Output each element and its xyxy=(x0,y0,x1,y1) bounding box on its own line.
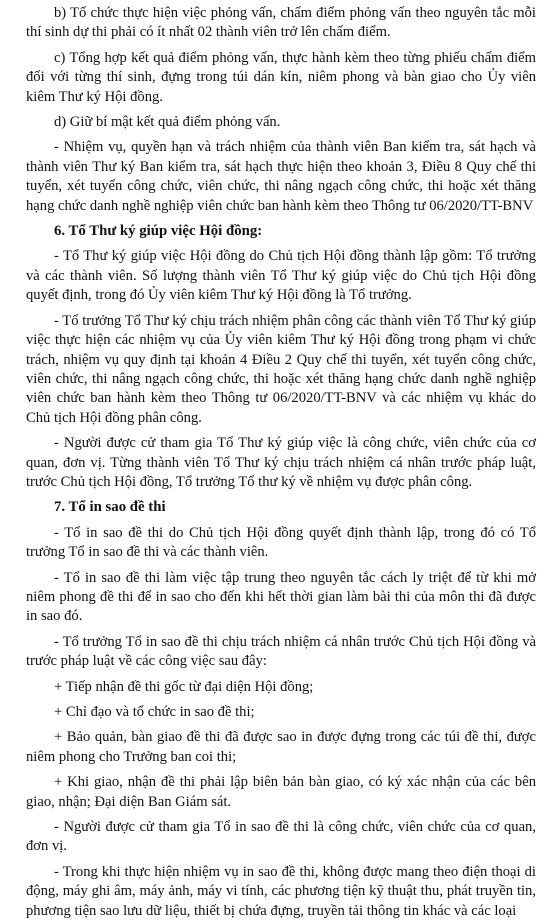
section-7-list-item: + Chỉ đạo và tổ chức in sao đề thi; xyxy=(54,704,255,720)
section-7-paragraph: - Tổ in sao đề thi làm việc tập trung theo nguyên tắc cách ly triệt để từ khi mở niêm phong đề thi để in sao cho đến khi hết thời gian làm bài thi của môn thi đã được in sao đó. xyxy=(26,569,536,625)
paragraph-d: d) Giữ bí mật kết quả điểm phỏng vấn. xyxy=(54,114,281,131)
paragraph-c: c) Tổng hợp kết quả điểm phỏng vấn, thực hành kèm theo từng phiếu chấm điểm đối với từng thí sinh, đựng trong túi dán kín, niêm phong và bàn giao cho Ủy viên kiêm Thư ký Hội đồng. xyxy=(26,49,536,105)
paragraph-b: b) Tổ chức thực hiện việc phỏng vấn, chấm điểm phỏng vấn theo nguyên tắc mỗi thí sinh dự thi phải có ít nhất 02 thành viên trở lên chấm điểm. xyxy=(26,5,536,41)
section-7-list-item: + Khi giao, nhận đề thi phải lập biên bản bàn giao, có ký xác nhận của các bên giao, nhận; Đại diện Ban Giám sát. xyxy=(26,774,536,810)
section-6-paragraph: - Tổ Thư ký giúp việc Hội đồng do Chủ tịch Hội đồng thành lập gồm: Tổ trưởng và các thành viên. Số lượng thành viên Tổ Thư ký giúp việc do Chủ tịch Hội đồng quyết định, trong đó Ủy viên kiêm Thư ký Hội đồng là Tổ trưởng. xyxy=(26,248,536,304)
section-6-paragraph: - Tổ trưởng Tổ Thư ký chịu trách nhiệm phân công các thành viên Tổ Thư ký giúp việc thực hiện các nhiệm vụ của Ủy viên kiêm Thư ký Hội đồng trong phạm vi chức trách, nhiệm vụ quy định tại khoản 4 Điều 2 Quy chế thi tuyển, xét tuyển công chức, viên chức, thi nâng ngạch công chức, thi hoặc xét thăng hạng chức danh nghề nghiệp viên chức ban hành kèm theo Thông tư 06/2020/TT-BNV và các nhiệm vụ khác do Chủ tịch Hội đồng phân công. xyxy=(26,312,536,426)
section-7-list-item: + Bảo quản, bàn giao đề thi đã được sao in được đựng trong các túi đề thi, được niêm phong cho Trưởng ban coi thi; xyxy=(26,729,536,765)
section-7-paragraph: - Tổ trưởng Tổ in sao đề thi chịu trách nhiệm cá nhân trước Chủ tịch Hội đồng và trước pháp luật về các công việc sau đây: xyxy=(26,633,536,670)
section-6-heading: 6. Tổ Thư ký giúp việc Hội đồng: xyxy=(54,223,263,240)
section-7-heading: 7. Tổ in sao đề thi xyxy=(54,499,166,516)
section-7-paragraph: - Người được cử tham gia Tổ in sao đề thi là công chức, viên chức của cơ quan, đơn vị. xyxy=(26,819,536,855)
section-6-paragraph: - Người được cử tham gia Tổ Thư ký giúp việc là công chức, viên chức của cơ quan, đơn vị. Từng thành viên Tổ Thư ký chịu trách nhiệm cá nhân trước pháp luật, trước Chủ tịch Hội đồng, Tổ trưởng Tổ thư ký về nhiệm vụ được phân công. xyxy=(26,435,536,490)
paragraph-duties: - Nhiệm vụ, quyền hạn và trách nhiệm của thành viên Ban kiểm tra, sát hạch và thành viên Thư ký Ban kiểm tra, sát hạch thực hiện theo khoản 3, Điều 8 Quy chế thi tuyển, xét tuyển công chức, viên chức, thi nâng ngạch công chức, thi hoặc xét thăng hạng chức danh nghề nghiệp viên chức ban hành kèm theo Thông tư 06/2020/TT-BNV xyxy=(26,139,536,214)
section-7-list-item: + Tiếp nhận đề thi gốc từ đại diện Hội đồng; xyxy=(54,678,314,695)
section-7-paragraph: - Tổ in sao đề thi do Chủ tịch Hội đồng quyết định thành lập, trong đó có Tổ trưởng Tổ in sao đề thi và các thành viên. xyxy=(26,524,536,561)
section-7-paragraph: - Trong khi thực hiện nhiệm vụ in sao đề thi, không được mang theo điện thoại di động, máy ghi âm, máy ảnh, máy vi tính, các phương tiện kỹ thuật thu, phát truyền tin, phương tiện sao lưu dữ liệu, thiết bị chứa đựng, truyền tải thông tin khác và các loại xyxy=(26,863,536,919)
